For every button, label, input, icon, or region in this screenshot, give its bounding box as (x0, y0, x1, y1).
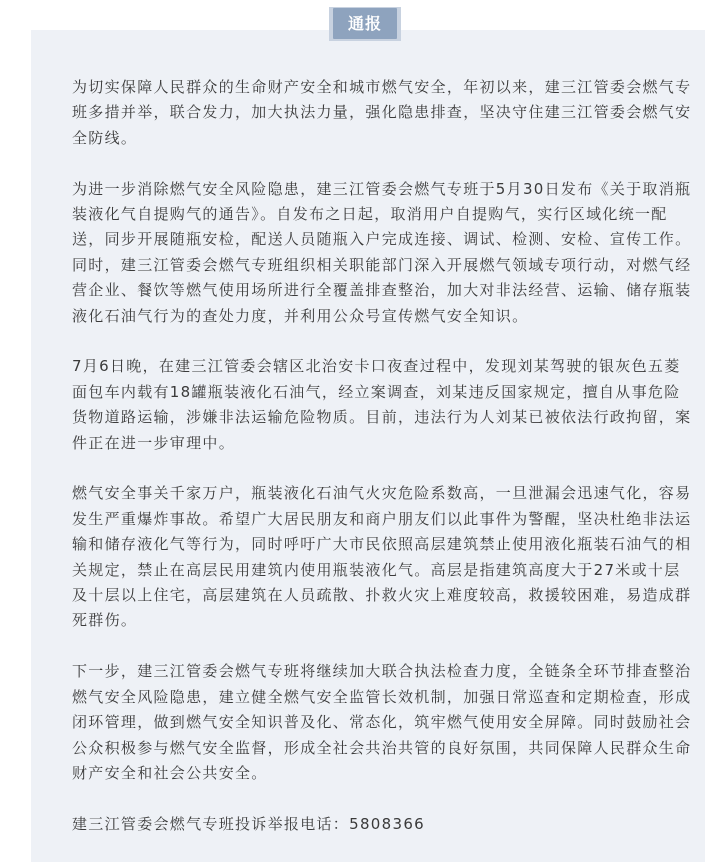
paragraph-intro: 为切实保障人民群众的生命财产安全和城市燃气安全，年初以来，建三江管委会燃气专班多措并举，联合发力，加大执法力量，强化隐患排查，坚决守住建三江管委会燃气安全防线。 (72, 78, 692, 147)
paragraph-case: 7月6日晚，在建三江管委会辖区北治安卡口夜查过程中，发现刘某驾驶的银灰色五菱面包车内载有18罐瓶装液化石油气，经立案调查，刘某违反国家规定，擅自从事危险货物道路运输，涉嫌非法运输危险物质。目前，违法行为人刘某已被依法行政拘留，案件正在进一步审理中。 (72, 357, 692, 452)
notice-title-badge: 通报 (333, 8, 397, 39)
notice-body (72, 75, 692, 837)
paragraph-measures: 为进一步消除燃气安全风险隐患，建三江管委会燃气专班于5月30日发布《关于取消瓶装液化气自提购气的通告》。自发布之日起，取消用户自提购气，实行区域化统一配送，同步开展随瓶安检，配送人员随瓶入户完成连接、调试、检测、安检、宣传工作。同时，建三江管委会燃气专班组织相关职能部门深入开展燃气领域专项行动，对燃气经营企业、餐饮等燃气使用场所进行全覆盖排查整治，加大对非法经营、运输、储存瓶装液化石油气行为的查处力度，并利用公众号宣传燃气安全知识。 (72, 179, 692, 325)
contact-hotline: 建三江管委会燃气专班投诉举报电话：5808366 (72, 814, 426, 833)
paragraph-warning: 燃气安全事关千家万户，瓶装液化石油气火灾危险系数高，一旦泄漏会迅速气化，容易发生严重爆炸事故。希望广大居民朋友和商户朋友们以此事件为警醒，坚决杜绝非法运输和储存液化气等行为，同时呼吁广大市民依照高层建筑禁止使用液化瓶装石油气的相关规定，禁止在高层民用建筑内使用瓶装液化气。高层是指建筑高度大于27米或十层及十层以上住宅，高层建筑在人员疏散、扑救火灾上难度较高，救援较困难，易造成群死群伤。 (72, 484, 692, 630)
paragraph-next-steps: 下一步，建三江管委会燃气专班将继续加大联合执法检查力度，全链条全环节排查整治燃气安全风险隐患，建立健全燃气安全监管长效机制，加强日常巡查和定期检查，形成闭环管理，做到燃气安全知识普及化、常态化，筑牢燃气使用安全屏障。同时鼓励社会公众积极参与燃气安全监督，形成全社会共治共管的良好氛围，共同保障人民群众生命财产安全和社会公共安全。 (72, 662, 692, 782)
